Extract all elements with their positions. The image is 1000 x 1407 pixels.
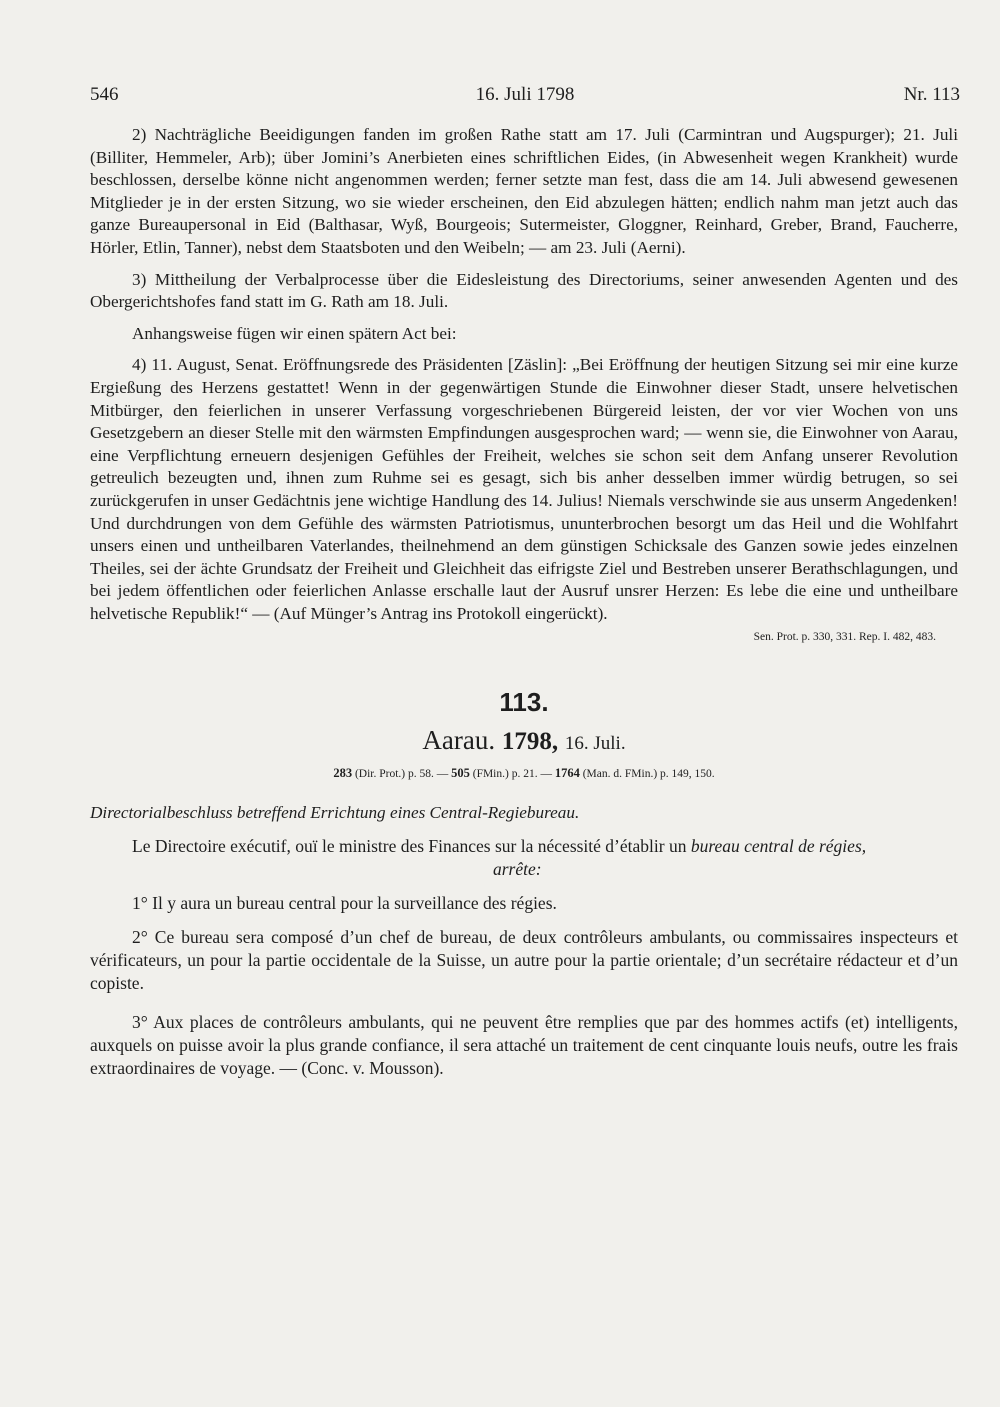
document-place: Aarau. — [422, 725, 496, 756]
archive-references — [90, 765, 958, 782]
arrete-label: arrête: — [493, 859, 542, 880]
reference-number: 1764 — [554, 766, 580, 781]
reference-dash: — — [540, 768, 552, 781]
french-intro-text: Le Directoire exécutif, ouï le ministre des Finances sur la nécessité d’établir un — [132, 836, 687, 857]
article-2: 2° Ce bureau sera composé d’un chef de bureau, de deux contrôleurs ambulants, ou commissaires inspecteurs et vérificateurs, un pour la partie occidentale de la Suisse, un autre pour la partie orientale; d’un secrétaire rédacteur et d’un copiste. — [90, 927, 958, 994]
page-number: 546 — [90, 84, 119, 105]
reference-number: 283 — [333, 766, 353, 781]
reference-dash: — — [436, 768, 449, 781]
article-1: 1° Il y aura un bureau central pour la surveillance des régies. — [132, 893, 557, 914]
french-intro — [90, 835, 958, 858]
page-body — [90, 124, 958, 1080]
article-3: 3° Aux places de contrôleurs ambulants, qui ne peuvent être remplies que par des hommes actifs (et) intelligents, auxquels on puisse avoir la plus grande confiance, il sera attaché un traitement de cent cinquante louis neufs, outre les frais extraordinaires de voyage. — (Conc. v. Mousson). — [90, 1012, 958, 1079]
appendix-intro: Anhangsweise fügen wir einen spätern Act bei: — [132, 323, 457, 343]
french-intro-italic: bureau central de régies, — [690, 836, 867, 857]
header-date: 16. Juli 1798 — [475, 84, 575, 105]
source-note: Sen. Prot. p. 330, 331. Rep. I. 482, 483. — [753, 631, 936, 644]
document-date: 16. Juli. — [564, 733, 626, 755]
reference-text: (FMin.) p. 21. — [472, 768, 538, 781]
reference-text: (Dir. Prot.) p. 58. — [354, 768, 434, 781]
paragraph-3: 3) Mittheilung der Verbalprocesse über die Eidesleistung des Directoriums, seiner anwesenden Agenten und des Obergerichtshofes fand statt im G. Rath am 18. Juli. — [90, 269, 958, 312]
reference-number: 505 — [451, 766, 470, 781]
document-place-date — [90, 725, 958, 759]
regest-title: Directorialbeschluss betreffend Errichtung eines Central-Regiebureau. — [90, 803, 580, 823]
document-year: 1798, — [501, 728, 559, 756]
header-doc-number: Nr. 113 — [903, 84, 960, 105]
reference-text: (Man. d. FMin.) p. 149, 150. — [582, 768, 715, 781]
paragraph-2: 2) Nachträgliche Beeidigungen fanden im großen Rathe statt am 17. Juli (Carmintran und Augspurger); 21. Juli (Billiter, Hemmeler, Arb); über Jomini’s Anerbieten eines schriftlichen Eides, (in Abwesenheit wegen Krankheit) wurde beschlossen, derselbe könne nicht angenommen werden; ferner setzte man fest, dass die am 14. Juli abwesend gewesenen Mitglieder je in der ersten Sitzung, wo sie wieder erscheinen, den Eid abzulegen hätten; endlich nahm man jetzt auch das ganze Bureaupersonal in Eid (Balthasar, Wyß, Bourgeois; Sutermeister, Gloggner, Reinhard, Greber, Brand, Faucherre, Hörler, Etlin, Tanner), nebst dem Staatsboten und den Weibeln; — am 23. Juli (Aerni). — [90, 125, 958, 257]
paragraph-4: 4) 11. August, Senat. Eröffnungsrede des Präsidenten [Zäslin]: „Bei Eröffnung der heutigen Sitzung sei mir eine kurze Ergießung des Herzens gestattet! Wenn in der gegenwärtigen Stunde die Einwohner dieser Stadt, unsere helvetischen Mitbürger, den feierlichen in unserer Verfassung vorgeschriebenen Bürgereid leisten, der vor vier Wochen von uns Gesetzgebern an dieser Stelle mit den wärmsten Empfindungen ausgesprochen ward; — wenn sie, die Einwohner von Aarau, eine Verpflichtung erneuern desjenigen Gefühles der Freiheit, welches sie schon seit dem Anfang unserer Revolution getreulich bezeugten und, ihnen zum Ruhme sei es gesagt, sich bis anher desselben immer würdig betrugen, so sei zurückgerufen in unser Gedächtnis jene wichtige Handlung des 14. Julius! Niemals verschwinde sie aus unserm Angedenken! Und durchdrungen von dem Gefühle des wärmsten Patriotismus, ununterbrochen besorgt um das Heil und die Wohlfahrt unsers einen und untheilbaren Vaterlandes, theilnehmend an dem günstigen Schicksale des Ganzen sowie jedes einzelnen Theiles, sei der ächte Grundsatz der Freiheit und Gleichheit das eifrigste Ziel und Bestreben unserer Berathschlagungen, und bei jedem öffentlichen oder feierlichen Anlasse erschalle laut der Ausruf unsrer Herzen: Es lebe die eine und untheilbare helvetische Republik!“ — (Auf Münger’s Antrag ins Protokoll eingerückt). — [90, 355, 958, 623]
page-header — [90, 84, 960, 114]
document-number: 113. — [499, 687, 549, 718]
